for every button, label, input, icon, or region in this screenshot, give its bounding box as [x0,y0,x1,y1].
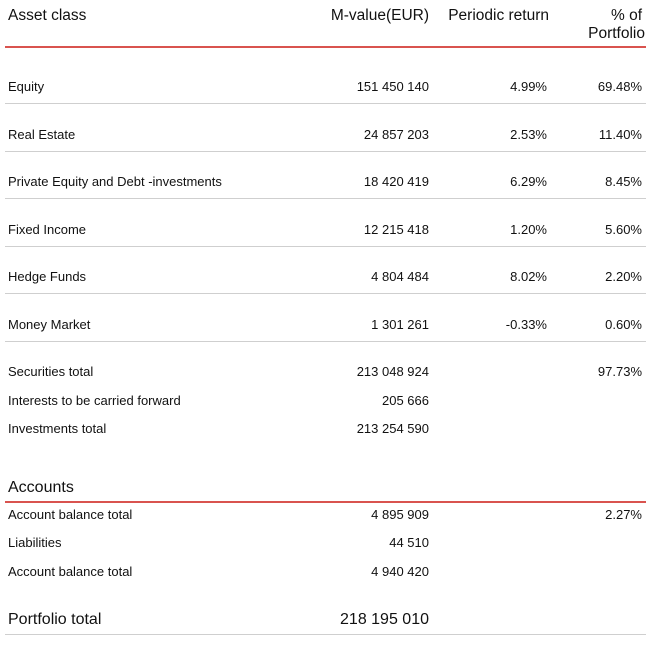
row-money-market-return: -0.33% [505,317,547,332]
row-hedge-funds-pct: 2.20% [605,269,642,284]
row-money-market-value: 1 301 261 [371,317,429,332]
header-pct-line2: Portfolio [588,25,645,42]
row-private-equity-name: Private Equity and Debt -investments [8,174,222,189]
header-pct-line1: % of [610,7,642,24]
row-divider [5,198,646,199]
header-asset-class: Asset class [8,7,87,24]
interests-label: Interests to be carried forward [8,393,181,408]
row-hedge-funds-value: 4 804 484 [371,269,429,284]
account-balance-total-pct: 2.27% [605,507,642,522]
account-balance-total-2-label: Account balance total [8,564,133,579]
account-balance-total-label: Account balance total [8,507,133,522]
row-real-estate-pct: 11.40% [598,127,642,142]
accounts-title: Accounts [8,479,74,496]
portfolio-total-label: Portfolio total [8,611,102,628]
header-periodic-return: Periodic return [448,7,549,24]
row-divider [5,151,646,152]
interests-value: 205 666 [382,393,429,408]
account-balance-total-value: 4 895 909 [371,507,429,522]
row-hedge-funds-return: 8.02% [510,269,547,284]
row-fixed-income-name: Fixed Income [8,222,87,237]
accounts-divider [5,501,646,503]
header-divider [5,46,646,48]
row-real-estate-return: 2.53% [510,127,547,142]
row-private-equity-value: 18 420 419 [363,174,429,189]
portfolio-total-divider [5,634,646,635]
row-hedge-funds-name: Hedge Funds [8,269,87,284]
row-private-equity-return: 6.29% [510,174,547,189]
row-equity-pct: 69.48% [597,79,642,94]
row-equity-return: 4.99% [510,79,547,94]
row-private-equity-pct: 8.45% [605,174,642,189]
row-equity-name: Equity [8,79,45,94]
account-balance-total-2-value: 4 940 420 [371,564,429,579]
securities-total-value: 213 048 924 [356,364,429,379]
investments-total-value: 213 254 590 [356,421,429,436]
row-real-estate-name: Real Estate [8,127,76,142]
investments-total-label: Investments total [8,421,107,436]
liabilities-label: Liabilities [8,535,62,550]
row-real-estate-value: 24 857 203 [363,127,429,142]
row-money-market-name: Money Market [8,317,91,332]
securities-total-label: Securities total [8,364,94,379]
row-money-market-pct: 0.60% [605,317,642,332]
row-divider [5,246,646,247]
securities-total-pct: 97.73% [597,364,642,379]
row-fixed-income-pct: 5.60% [605,222,642,237]
row-divider [5,293,646,294]
row-fixed-income-return: 1.20% [510,222,547,237]
row-divider [5,103,646,104]
portfolio-total-value: 218 195 010 [340,611,429,628]
row-fixed-income-value: 12 215 418 [363,222,429,237]
row-equity-value: 151 450 140 [356,79,429,94]
header-m-value: M-value(EUR) [330,7,429,24]
row-divider [5,341,646,342]
liabilities-value: 44 510 [389,535,429,550]
